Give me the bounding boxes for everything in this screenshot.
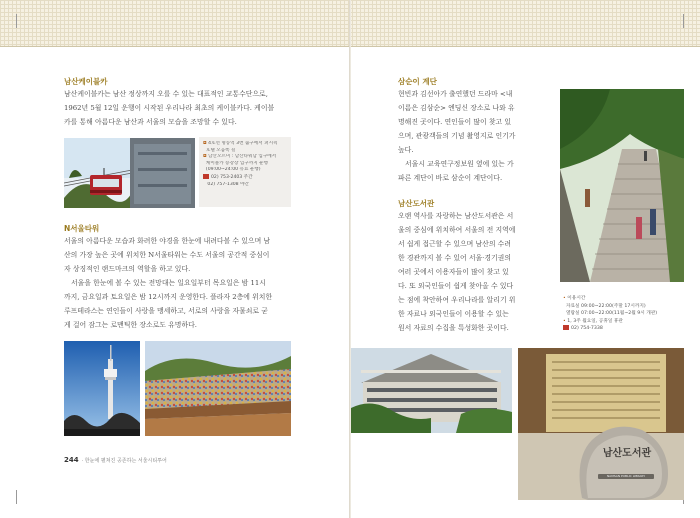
cablecar-info-box: ◘ 4호선 명동역 3번 출구에서 퍼시픽 호텔 오음쪽 길 ◘ 남산오르미 : 남산타워남 입구에서 케이블카 승강장 입구까지 운행 (09:00~24:00 유료 운행) 02) 753-2403 주간 02) 757-1308 야간 xyxy=(199,137,291,207)
namsan-library-building-photo xyxy=(351,348,512,433)
cablecar-photo xyxy=(64,138,195,208)
n-seoul-tower-paragraph-1: 서울의 아름다운 모습과 화려한 야경을 한눈에 내려다볼 수 있으며 남 산의 가장 높은 곳에 위치한 N서울타워는 수도 서울의 공간적 중심이 자 상징적인 랜드마크의 역할을 하고 있다. xyxy=(64,237,271,273)
namsan-library-heading: 남산도서관 xyxy=(398,199,435,208)
library-info-box: • 이용시간 자료실 09:00~22:00(주말 17시까지) 열람실 07:00~22:00(11월~2월 9시 개관) • 1, 3주 월요일, 공휴일 휴관 02) 754-7338 xyxy=(563,296,658,332)
n-seoul-tower-paragraph-2: 서울을 한눈에 볼 수 있는 전망대는 일요일부터 목요일은 밤 11시 까지, 금요일과 토요일은 밤 12시까지 운영한다. 플라자 2층에 위치한 루프테라스는 연인들이 사랑을 맹세하고, 서로의 사랑을 자물쇠로 굳 게 걸어 잠그는 로맨틱한 장소로도 유명하다. xyxy=(64,279,273,329)
crop-mark xyxy=(16,490,17,504)
cablecar-paragraph: 남산케이블카는 남산 정상까지 오를 수 있는 대표적인 교통수단으로, 1962년 5월 12일 운행이 시작된 우리나라 최초의 케이블카다. 케이블 카를 통해 아름다운 남산과 서울의 모습을 조망할 수 있다. xyxy=(64,90,275,126)
samsun-stairs-paragraph: 현빈과 김선아가 출연했던 드라마 <내 이름은 김삼순> 엔딩신 장소로 나와 유 명해진 곳이다. 연인들이 많이 찾고 있 으며, 관광객들의 기념 촬영지로 인기가 높다. 서울시 교육연구정보원 옆에 있는 가 파른 계단이 바로 삼순이 계단이다. xyxy=(398,90,516,182)
samsun-stairs-heading: 삼순이 계단 xyxy=(398,77,437,86)
book-gutter xyxy=(349,0,351,518)
crop-mark xyxy=(16,14,17,28)
library-sign-hangul: 남산도서관 xyxy=(602,448,652,459)
library-sign-roman: NAMSAN PUBLIC LIBRARY xyxy=(606,474,646,478)
library-sign-stone-photo xyxy=(518,348,684,500)
n-seoul-tower-heading: N서울타워 xyxy=(64,224,100,233)
n-seoul-tower-photo xyxy=(64,341,140,436)
cablecar-heading: 남산케이블카 xyxy=(64,77,108,86)
page-folio: 244 · 한눈에 펼쳐진 공존하는 서울시티투어 xyxy=(64,456,167,464)
love-locks-photo xyxy=(145,341,291,436)
crop-mark xyxy=(683,14,684,28)
namsan-library-paragraph: 오랜 역사를 자랑하는 남산도서관은 서 울의 중심에 위치하여 서울의 전 지역에 서 쉽게 접근할 수 있으며 남산의 수려 한 경관까지 볼 수 있어 서울·경기권의 여러 곳에서 이용자들이 많이 찾고 있 다. 또 외국인들이 쉽게 찾아올 수 있다 는 점에 착안하여 우리나라를 알리기 위 한 자료나 외국인들이 이용할 수 있는 원서 자료의 수집을 특성화한 곳이다. xyxy=(398,212,516,332)
samsun-stairs-photo xyxy=(560,89,684,282)
